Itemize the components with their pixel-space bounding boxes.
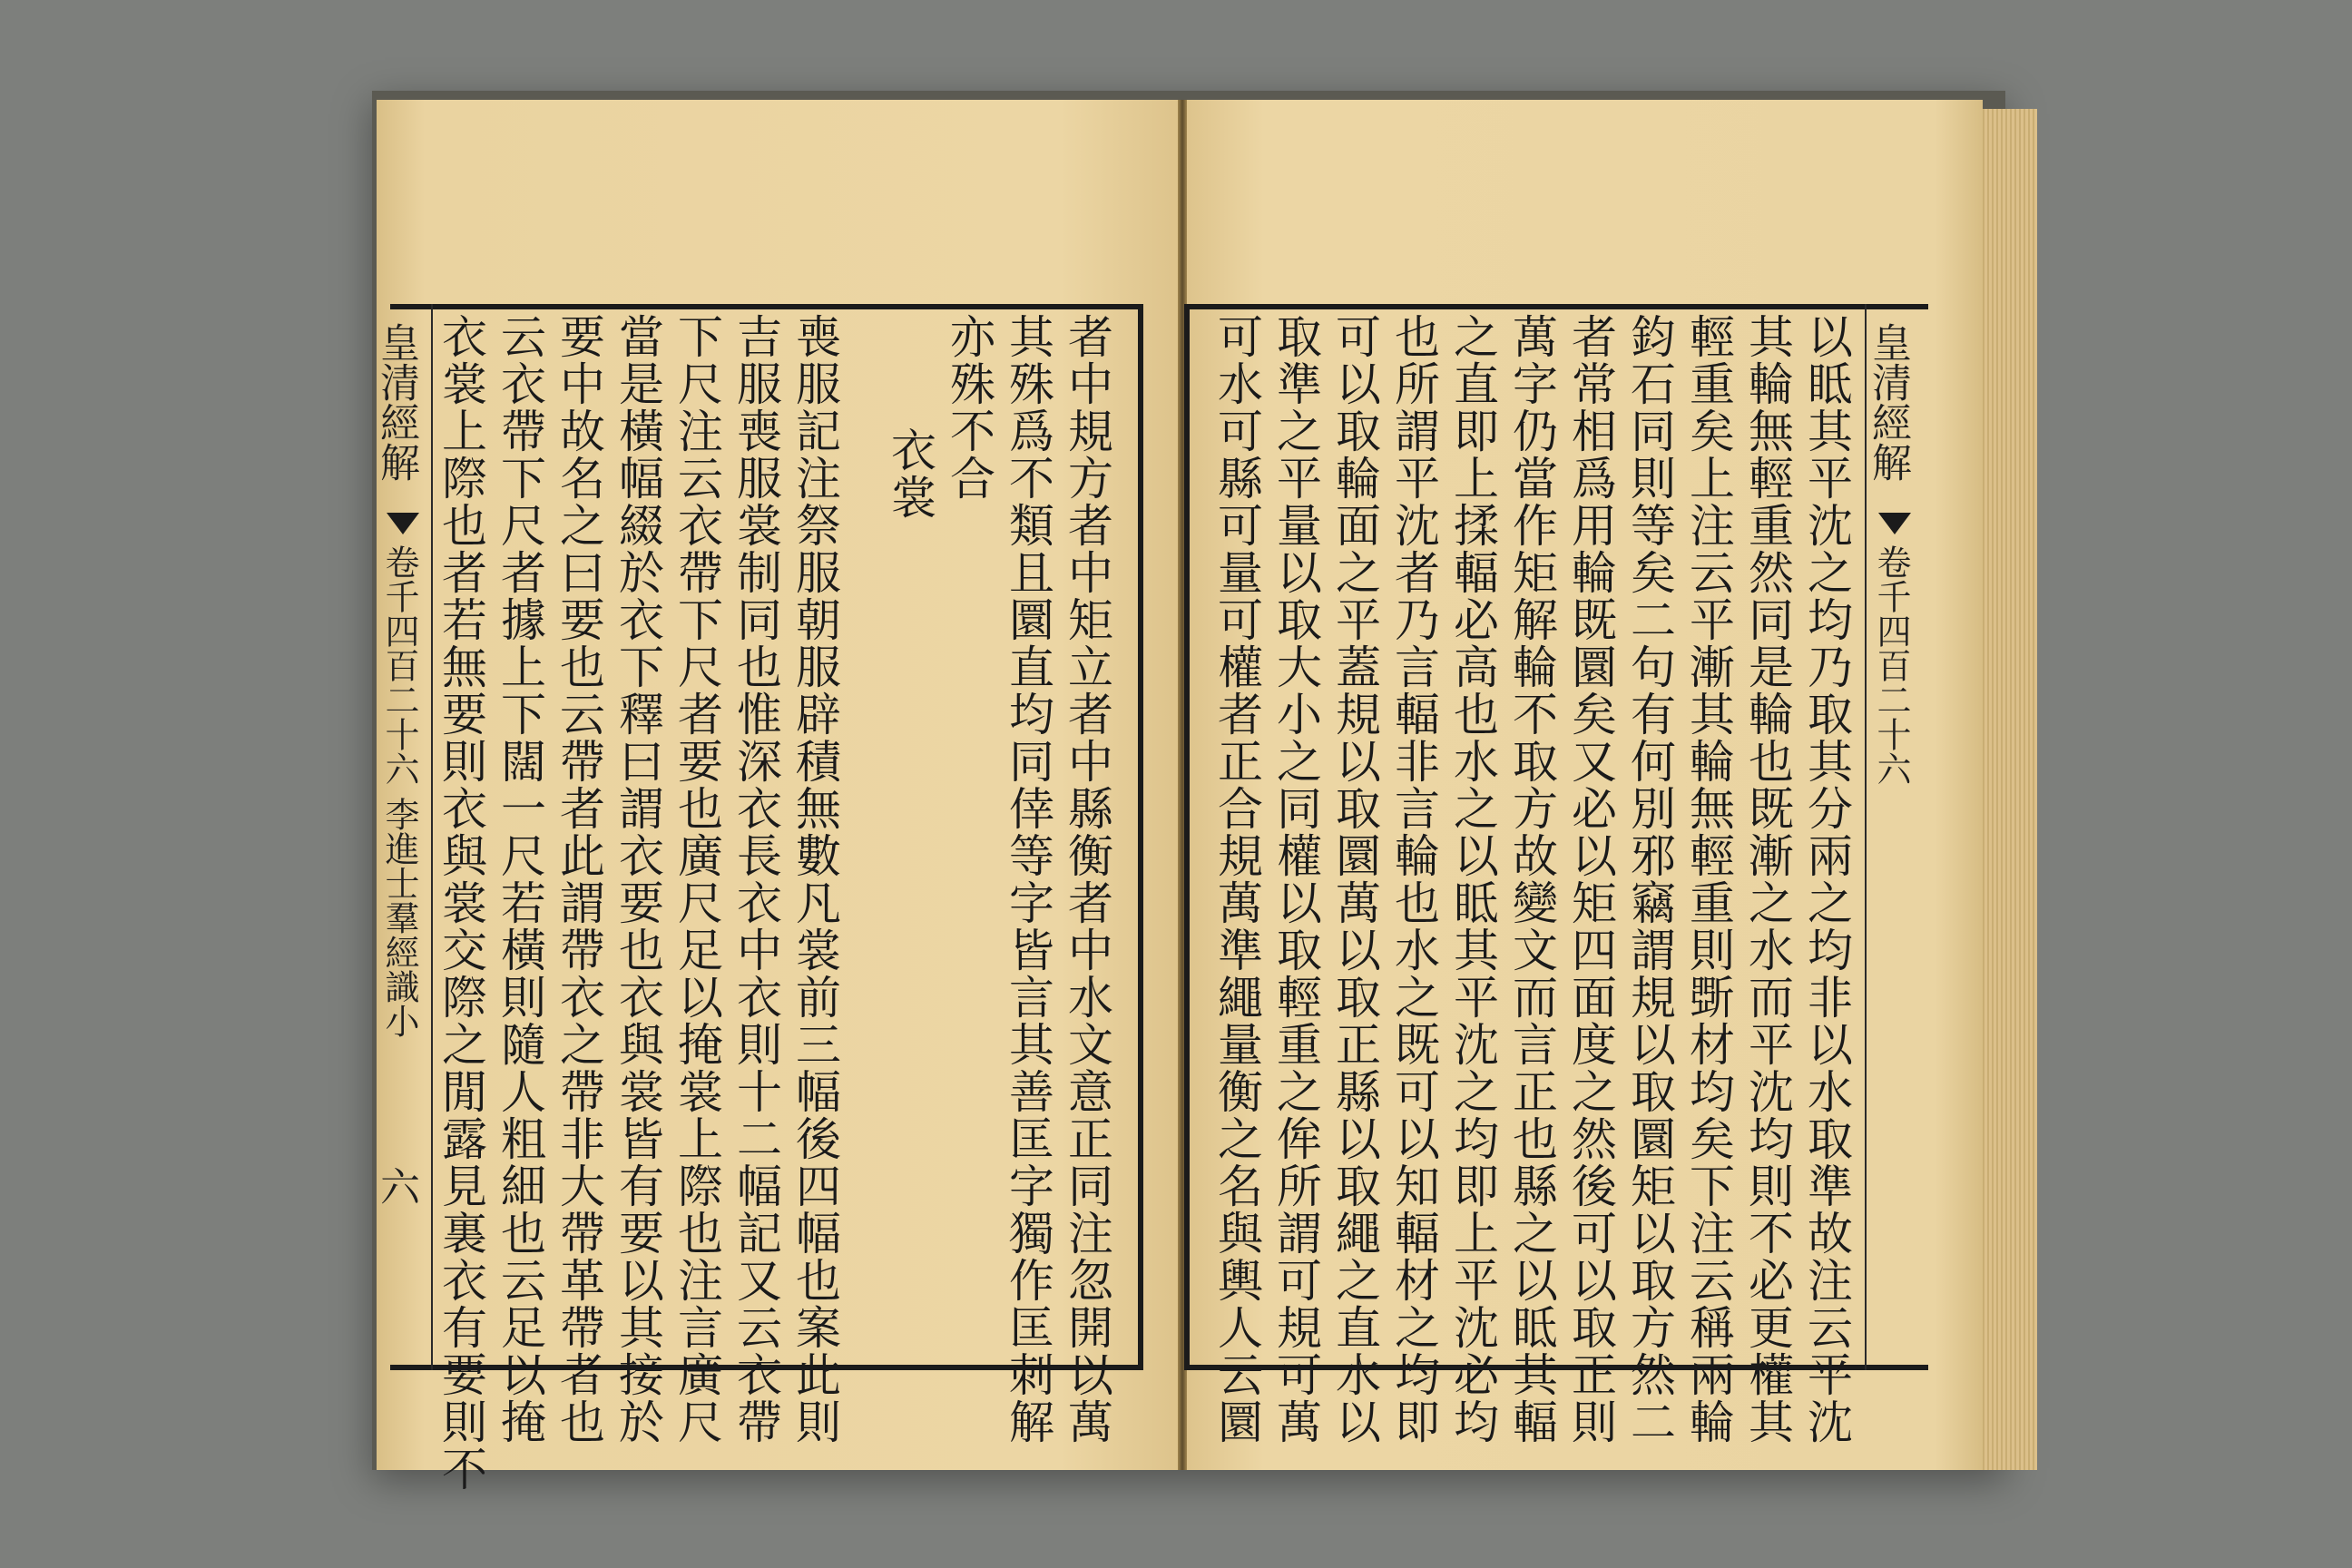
right-col-8: 也所謂平沈者乃言輻非言輪也水之既可以知輻材之均即 — [1387, 313, 1440, 1446]
left-col-6: 吉服喪服裳制同也惟深衣長衣中衣則十二幅記又云衣帶 — [730, 313, 782, 1446]
right-col-7: 之直即上揉輻必高也水之以眡其平沈之均即上平沈必均 — [1446, 313, 1499, 1446]
right-col-4: 鈞石同則等矣二句有何別邪竊謂規以取圜矩以取方然二 — [1623, 313, 1676, 1446]
left-col-4: 當是橫幅綴於衣下釋曰謂衣要也衣與裳皆有要以其接於 — [612, 313, 664, 1446]
right-col-6: 萬字仍當作矩解輪不取方故變文而言正也縣之以眡其輻 — [1505, 313, 1558, 1446]
left-margin-title: 皇清經解 — [373, 322, 419, 482]
right-margin-title: 皇清經解 — [1865, 322, 1911, 482]
left-col-8-heading: 衣裳 — [884, 426, 936, 521]
right-col-9: 可以取輪面之平蓋規以取圜萬以取正縣以取繩之直水以 — [1328, 313, 1381, 1446]
left-col-2: 云衣帶下尺者據上下闊一尺若橫則隨人粗細也云足以掩 — [494, 313, 546, 1446]
right-col-11: 可水可縣可量可權者正合規萬準繩量衡之名與輿人云圜 — [1210, 313, 1263, 1446]
left-col-7: 喪服記注祭服朝服辟積無數凡裳前三幅後四幅也案此則 — [789, 313, 841, 1446]
right-col-5: 者常相爲用輪既圜矣又必以矩四面度之然後可以取正則 — [1564, 313, 1617, 1446]
left-col-3: 要中故名之曰要也云帶者此謂帶衣之帶非大帶革帶者也 — [553, 313, 605, 1446]
left-fish-tail — [387, 513, 419, 534]
left-margin-rule — [431, 304, 433, 1370]
left-col-5: 下尺注云衣帶下尺者要也廣尺足以掩裳上際也注言廣尺 — [671, 313, 723, 1446]
left-col-10: 其殊爲不類且圜直均同倖等字皆言其善匡字獨作匡刺解 — [1002, 313, 1054, 1446]
left-margin-subtitle: 卷千四百二十六 李進士羣經識小 — [379, 544, 419, 1039]
page-stack-edge — [1983, 109, 2037, 1470]
right-col-1: 以眡其平沈之均乃取其分兩之均非以水取準故注云平沈 — [1800, 313, 1853, 1446]
left-col-9: 亦殊不合 — [943, 313, 995, 502]
left-col-1: 衣裳上際也者若無要則衣與裳交際之閒露見裏衣有要則不 — [435, 313, 487, 1493]
right-fish-tail — [1878, 513, 1911, 534]
right-col-3: 輕重矣上注云平漸其輪無輕重則斲材均矣下注云稱兩輪 — [1682, 313, 1735, 1446]
left-leaf-number: 六 — [373, 1166, 419, 1206]
right-col-10: 取準之平量以取大小之同權以取輕重之侔所謂可規可萬 — [1269, 313, 1322, 1446]
right-margin-subtitle: 卷千四百二十六 — [1871, 544, 1911, 786]
left-col-11: 者中規方者中矩立者中縣衡者中水文意正同注忽開以萬 — [1061, 313, 1113, 1446]
right-col-2: 其輪無輕重然同是輪也既漸之水而平沈均則不必更權其 — [1741, 313, 1794, 1446]
